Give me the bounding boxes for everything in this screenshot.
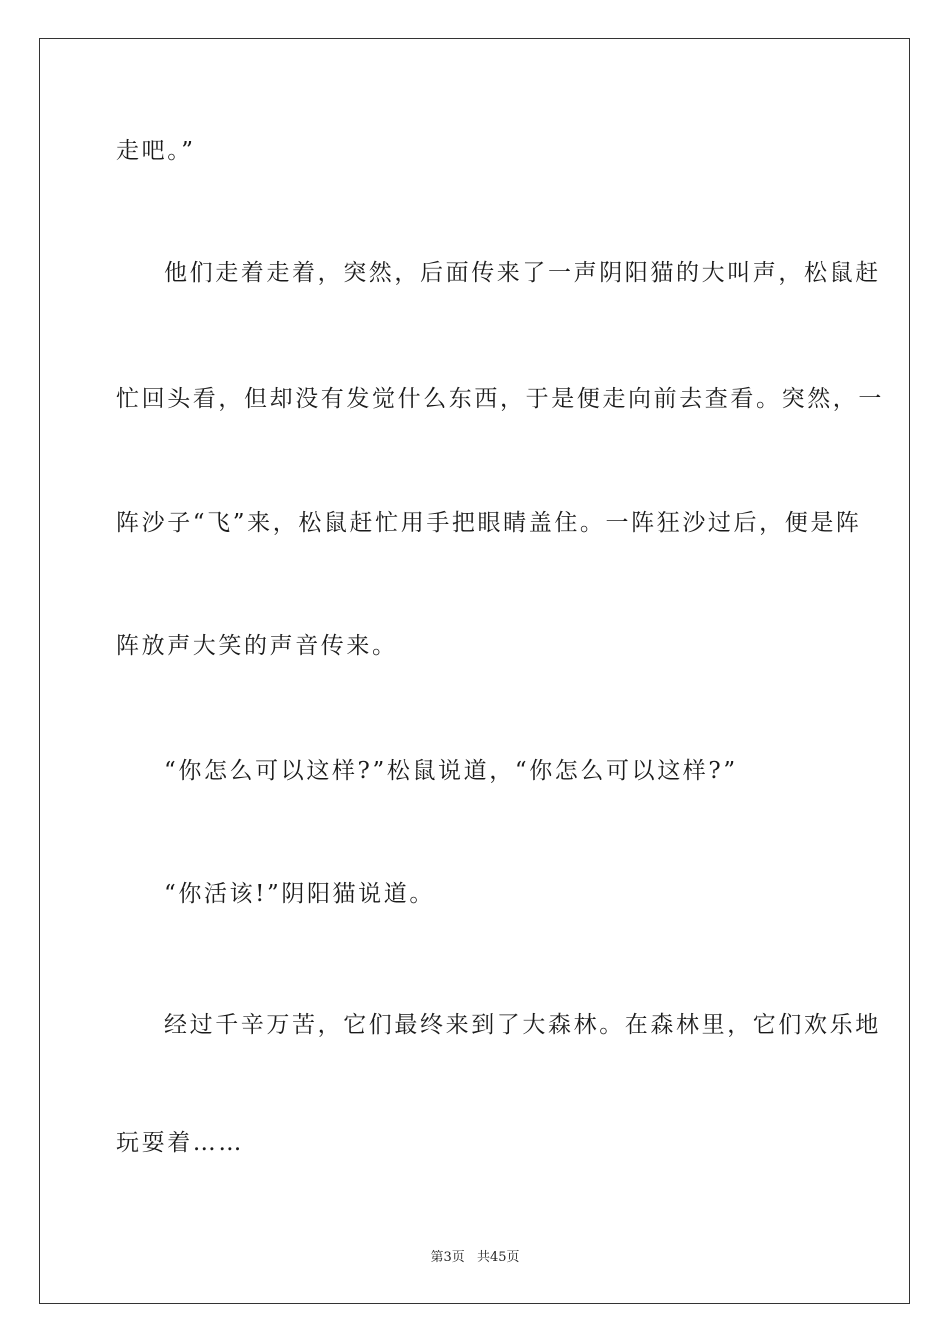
total-pages: 共45页 (476, 1250, 520, 1265)
dialogue-line: “你活该!”阴阳猫说道。 (164, 881, 435, 907)
page-number: 第3页 (430, 1250, 465, 1265)
paragraph-start-line: 经过千辛万苦，它们最终来到了大森林。在森林里，它们欢乐地 (164, 1012, 881, 1038)
dialogue-line: “你怎么可以这样?”松鼠说道，“你怎么可以这样?” (164, 758, 738, 784)
body-text-line: 玩耍着…… (116, 1130, 244, 1156)
page-border (39, 38, 910, 1304)
page-footer (0, 1246, 950, 1265)
body-text-line: 阵放声大笑的声音传来。 (116, 633, 398, 659)
body-text-line: 忙回头看，但却没有发觉什么东西，于是便走向前去查看。突然，一 (116, 386, 884, 412)
body-text-line: 走吧。” (116, 138, 196, 164)
paragraph-start-line: 他们走着走着，突然，后面传来了一声阴阳猫的大叫声，松鼠赶 (164, 260, 881, 286)
body-text-line: 阵沙子“飞”来，松鼠赶忙用手把眼睛盖住。一阵狂沙过后，便是阵 (116, 510, 862, 536)
